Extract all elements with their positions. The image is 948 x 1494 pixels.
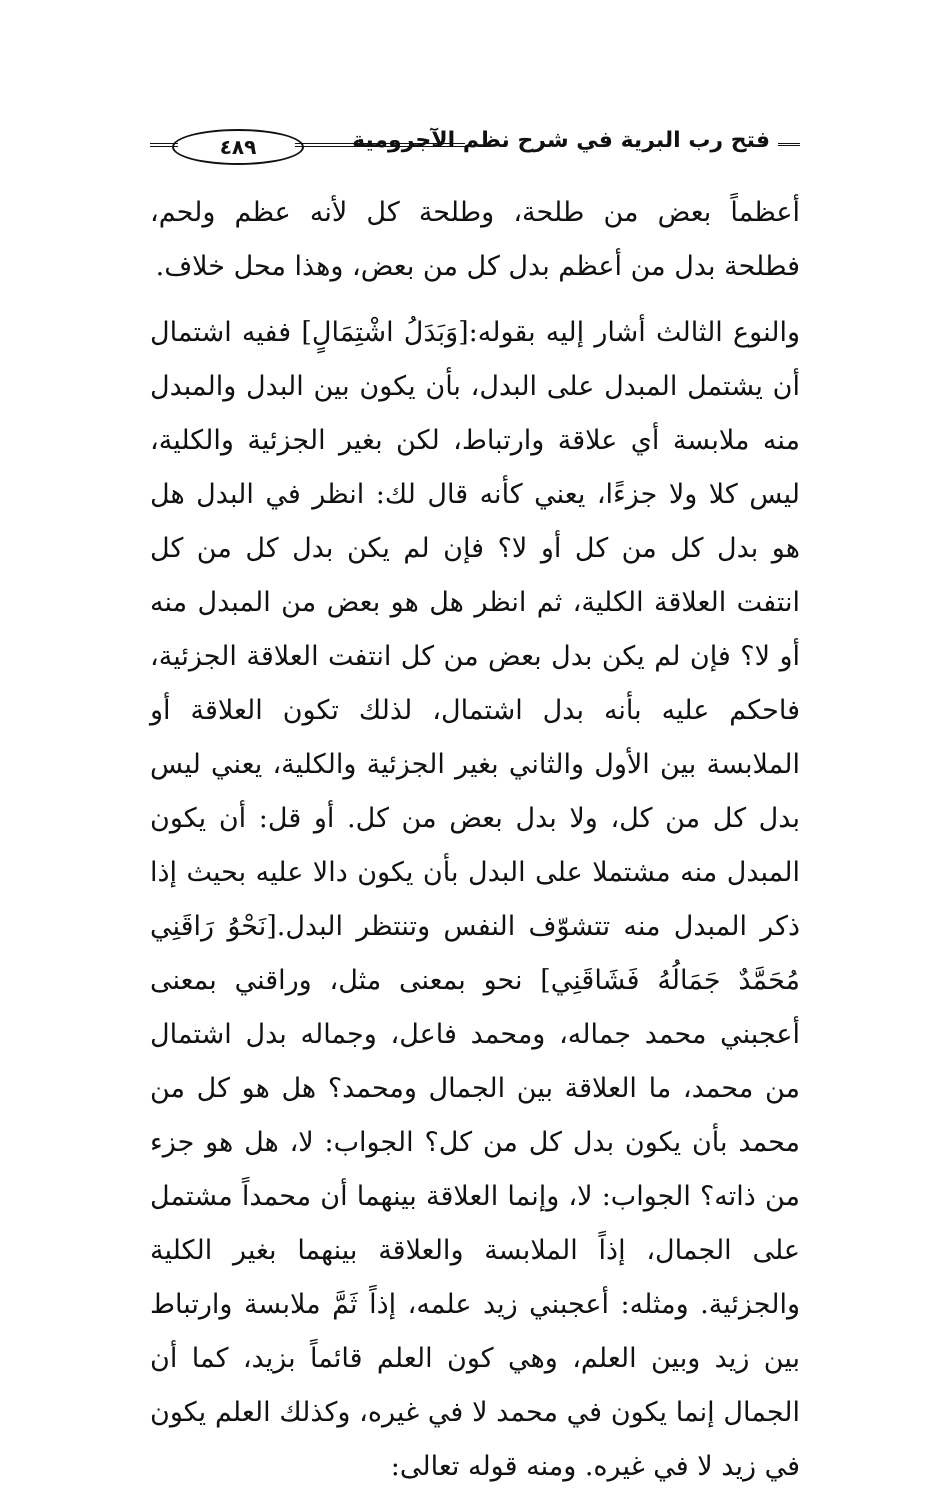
header-left-rule [150, 143, 178, 147]
body-text [150, 186, 800, 1494]
book-title: فتح رب البرية في شرح نظم الآجرومية [352, 128, 770, 153]
paragraph: والنوع الثالث أشار إليه بقوله:[وَبَدَلُ اشْتِمَالٍ] ففيه اشتمال أن يشتمل المبدل على البدل، بأن يكون بين البدل والمبدل منه ملابسة أي علاقة وارتباط، لكن بغير الجزئية والكلية، ليس كلا ولا جزءًا، يعني كأنه قال لك: انظر في البدل هل هو بدل كل من كل أو لا؟ فإن لم يكن بدل كل من كل انتفت العلاقة الكلية، ثم انظر هل هو بعض من المبدل منه أو لا؟ فإن لم يكن بدل بعض من كل انتفت العلاقة الجزئية، فاحكم عليه بأنه بدل اشتمال، لذلك تكون العلاقة أو الملابسة بين الأول والثاني بغير الجزئية والكلية، يعني ليس بدل كل من كل، ولا بدل بعض من كل. أو قل: أن يكون المبدل منه مشتملا على البدل بأن يكون دالا عليه بحيث إذا ذكر المبدل منه تتشوّف النفس وتنتظر البدل.[نَحْوُ رَاقَنِي مُحَمَّدٌ جَمَالُهُ فَشَاقَنِي] نحو بمعنى مثل، وراقني بمعنى أعجبني محمد جماله، ومحمد فاعل، وجماله بدل اشتمال من محمد، ما العلاقة بين الجمال ومحمد؟ هل هو كل من محمد بأن يكون بدل كل من كل؟ الجواب: لا، هل هو جزء من ذاته؟ الجواب: لا، وإنما العلاقة بينهما أن محمداً مشتمل على الجمال، إذاً الملابسة والعلاقة بينهما بغير الكلية والجزئية. ومثله: أعجبني زيد علمه، إذاً ثَمَّ ملابسة وارتباط بين زيد وبين العلم، وهي كون العلم قائماً بزيد، كما أن الجمال إنما يكون في محمد لا في غيره، وكذلك العلم يكون في زيد لا في غيره. ومنه قوله تعالى: [150, 317, 800, 1482]
header-rule [295, 143, 465, 147]
paragraph: أعظماً بعض من طلحة، وطلحة كل لأنه عظم ولحم، فطلحة بدل من أعظم بدل كل من بعض، وهذا محل خلاف. [150, 197, 800, 282]
header-dash [778, 143, 800, 146]
running-header [150, 126, 800, 170]
page-number: ٤٨٩ [172, 129, 304, 165]
